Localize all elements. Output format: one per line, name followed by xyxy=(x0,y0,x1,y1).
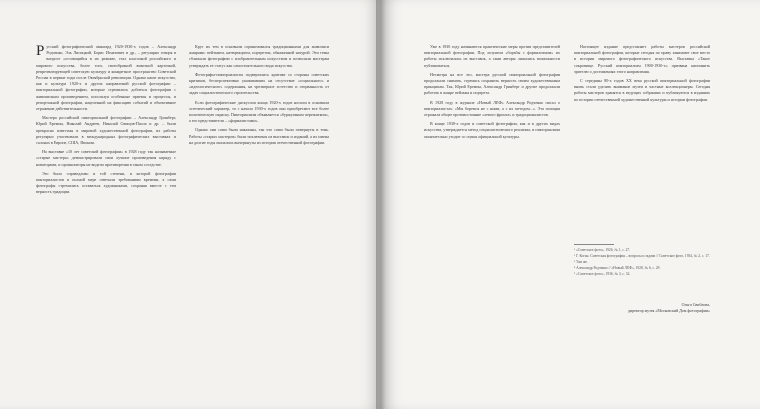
paragraph: В 1928 году в журнале «Новый ЛЕФ» Александр Родченко писал о пикториалистах: «Мы боремся не с ними, а с их методом...». Эта позиция отражала общее противостояние «левого фронта» и традиционалистов. xyxy=(424,99,560,118)
paragraph: Уже в 1930 году начинаются практические меры против представителей пикториальной фотографии. Под лозунгом «борьбы с формализмом» их работы исключались из выставок, а сами авторы лишались возможности публиковаться. xyxy=(424,44,560,68)
footnote: ¹ «Советское фото», 1926, № 1, с. 27. xyxy=(574,248,631,252)
signature-role: директор музея «Московский Дом фотографии» xyxy=(628,308,710,313)
paragraph: Несмотря на все это, мастера русской пикториальной фотографии продолжали снимать, стремясь сохранить верность своим художественным принципам. Так, Юрий Еремин, Александр Гринберг и другие продолжали работать в жанре пейзажа и портрета. xyxy=(424,71,560,96)
footnote: ³ Там же. xyxy=(574,260,588,264)
drop-cap: Р xyxy=(36,43,45,59)
paragraph: Фотографы-пикториалисты подвергались критике со стороны советских критиков, бесперспективно указывавших на отсутствие «социального» и «идеологического» содержания, на чрезмерное эстетство и оторванность от задач социалистического строительства. xyxy=(189,71,329,96)
footnote: ⁵ «Советское фото», 1936, № 3, с. 32. xyxy=(574,272,631,276)
footnote-rule xyxy=(574,244,614,245)
footnote: ² Г. Коган. Советская фотография – вопросы и задачи // Советское фото, 1934, № 2, с. 17. xyxy=(574,254,710,258)
left-column-2 xyxy=(189,44,329,149)
paragraph: С середины 80-х годов XX века русской пикториальной фотографии вновь стали уделять внимание музеи и частные коллекционеры. Сегодня работы мастеров хранятся в ведущих собраниях и публикуются в изданиях по истории отечественной художественной культуры и истории фотографии. xyxy=(574,78,710,102)
signature xyxy=(574,302,710,314)
paragraph: Однако они сами были наказаны, так что сами были повернуты в тень. Работы «старых мастеров» были исключены из выставок и изданий, а их имена на долгие годы оказались вычеркнуты из истории отечественной фотографии. xyxy=(189,127,329,145)
footnotes xyxy=(574,248,710,278)
paragraph: Круг их тем в основном ограничивался традиционными для живописи жанрами: пейзажем, натюрмортом, портретом, обнаженной натурой. Эти темы сближали фотографию с изобразительным искусством и позволяли мастерам утверждать ее статус как самостоятельного вида искусства. xyxy=(189,44,329,68)
paragraph: На выставке «10 лет советской фотографии» в 1928 году так называемые «старые мастера» демонстрировали свои лучшие произведения наряду с новаторами, и организаторы не видели противоречия в таком соседстве. xyxy=(36,149,176,167)
paragraph: Русский фотографический авангард 1920-1930-х годов – Александр Родченко, Эль Лисицкий, Борис Игнатович и др., – регулярно говоря в вопросе «остающийся в их режиме, стал классикой российского и мирового искусства, более того, своеобразной визитной карточкой, репрезентирующей советскую культуру и конкретное пространство Советской России в первые годы после Октябрьской революции. Однако наше искусство, как и культура 1920-х и других направлений русской фотографии – пикториальной фотографии, которые стремились добиться фотографии с живописным произведением, используя особенные приемы и процессы, и репортажной фотографии, нацеленной на фиксацию событий и объективное отражение действительности. xyxy=(36,43,176,112)
paragraph: Это было справедливо и той степени, в которой фотографии пикториалистов в полной мере отвечали требованиям времени, а сами фотографы стремились оставаться художниками, сохраняя вместе с тем верность традиции. xyxy=(36,170,176,195)
footnote: ⁴ Александр Родченко // «Новый ЛЕФ», 1928, № 6, с. 29. xyxy=(574,266,661,270)
paragraph: Мастера российской пикториальной фотографии – Александр Гринберг, Юрий Еремин, Николай Андреев, Николай Свищов-Паола и др. – были прекрасно известны в мировой художественной фотографии, их работы регулярно участвовали в международных фотографических выставках и салонах в Европе, США, Японии. xyxy=(36,115,176,146)
paragraph: В конце 1930-х годов и советской фотографии, как и в других видах искусства, утверждается метод социалистического реализма, и пикториализм окончательно уходит со сцены официальной культуры. xyxy=(424,121,560,139)
left-column-1 xyxy=(36,44,176,199)
right-page xyxy=(380,0,760,409)
paragraph: Если фотографические дискуссии конца 1920-х годов носили в основном эстетический характер, то с начала 1930-х годов они приобретают все более политическую окраску. Пикториализм объявляется «буржуазным пережитком», а его представители – «формалистами». xyxy=(189,99,329,124)
book-gutter xyxy=(376,0,386,409)
paragraph: Настоящее издание представляет работы мастеров российской пикториальной фотографии, которые сегодня по праву занимают свое место в истории мирового фотографического искусства. Выставка «Такое сокровище. Русский пикториализм 1900-1930-х» призвана напомнить зрителю о достижениях этого направления. xyxy=(574,44,710,74)
signature-name: Ольга Свиблова, xyxy=(681,302,710,307)
right-column-2 xyxy=(574,44,710,106)
right-column-1 xyxy=(424,44,560,143)
